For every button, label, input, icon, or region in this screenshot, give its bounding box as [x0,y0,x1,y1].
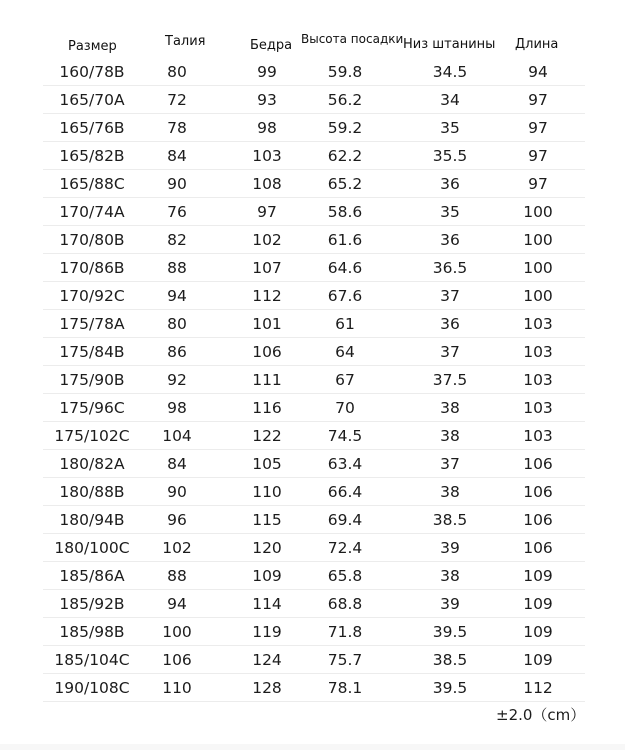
cell-hips: 115 [252,511,282,529]
cell-leg-opening: 39 [440,595,460,613]
cell-rise: 72.4 [327,539,363,557]
cell-size: 165/76B [59,119,125,137]
cell-hips: 103 [252,147,282,165]
cell-rise: 59.8 [327,63,363,81]
cell-waist: 80 [167,63,187,81]
cell-rise: 71.8 [327,623,363,641]
cell-leg-opening: 39.5 [432,623,468,641]
cell-leg-opening: 38 [440,427,460,445]
cell-size: 180/88B [59,483,125,501]
table-row [0,478,625,506]
cell-rise: 69.4 [327,511,363,529]
cell-hips: 108 [252,175,282,193]
tolerance-note: ±2.0（cm） [496,706,586,724]
cell-size: 185/92B [59,595,125,613]
cell-length: 100 [523,287,553,305]
cell-waist: 78 [167,119,187,137]
cell-size: 165/70A [59,91,125,109]
row-divider [43,701,585,702]
cell-hips: 102 [252,231,282,249]
cell-length: 112 [523,679,553,697]
cell-rise: 61 [335,315,355,333]
cell-length: 103 [523,427,553,445]
cell-size: 175/90B [59,371,125,389]
table-row [0,674,625,702]
cell-leg-opening: 38 [440,567,460,585]
cell-hips: 120 [252,539,282,557]
cell-rise: 67.6 [327,287,363,305]
cell-hips: 112 [252,287,282,305]
table-row [0,394,625,422]
cell-waist: 94 [167,595,187,613]
cell-length: 109 [523,651,553,669]
table-row [0,562,625,590]
cell-length: 106 [523,483,553,501]
cell-length: 109 [523,623,553,641]
table-row [0,58,625,86]
cell-hips: 101 [252,315,282,333]
cell-waist: 104 [162,427,192,445]
cell-waist: 96 [167,511,187,529]
cell-waist: 82 [167,231,187,249]
cell-leg-opening: 38 [440,399,460,417]
cell-hips: 124 [252,651,282,669]
cell-rise: 61.6 [327,231,363,249]
cell-waist: 106 [162,651,192,669]
table-row [0,114,625,142]
cell-size: 175/96C [59,399,125,417]
cell-leg-opening: 35 [440,203,460,221]
table-row [0,618,625,646]
cell-hips: 128 [252,679,282,697]
cell-length: 106 [523,455,553,473]
table-row [0,170,625,198]
cell-waist: 76 [167,203,187,221]
cell-length: 103 [523,315,553,333]
cell-leg-opening: 37 [440,287,460,305]
header-hips: Бедра [250,38,293,53]
cell-hips: 105 [252,455,282,473]
cell-length: 103 [523,371,553,389]
cell-hips: 116 [252,399,282,417]
cell-rise: 58.6 [327,203,363,221]
cell-size: 180/94B [59,511,125,529]
cell-leg-opening: 38.5 [432,651,468,669]
bottom-band [0,744,625,750]
cell-hips: 106 [252,343,282,361]
cell-leg-opening: 39 [440,539,460,557]
cell-hips: 111 [252,371,282,389]
cell-rise: 67 [335,371,355,389]
cell-rise: 65.8 [327,567,363,585]
cell-hips: 122 [252,427,282,445]
table-row [0,226,625,254]
table-row [0,590,625,618]
table-header [0,0,625,58]
table-row [0,646,625,674]
cell-rise: 64 [335,343,355,361]
cell-waist: 94 [167,287,187,305]
cell-rise: 56.2 [327,91,363,109]
cell-length: 97 [528,175,548,193]
cell-length: 100 [523,231,553,249]
cell-hips: 93 [257,91,277,109]
cell-rise: 68.8 [327,595,363,613]
cell-waist: 102 [162,539,192,557]
cell-hips: 99 [257,63,277,81]
cell-length: 106 [523,539,553,557]
cell-rise: 70 [335,399,355,417]
cell-leg-opening: 37 [440,455,460,473]
cell-size: 180/82A [59,455,125,473]
cell-waist: 86 [167,343,187,361]
cell-hips: 110 [252,483,282,501]
cell-waist: 110 [162,679,192,697]
cell-rise: 62.2 [327,147,363,165]
table-row [0,534,625,562]
cell-length: 109 [523,595,553,613]
cell-length: 103 [523,343,553,361]
table-row [0,450,625,478]
cell-size: 175/102C [54,427,130,445]
table-row [0,422,625,450]
cell-leg-opening: 35 [440,119,460,137]
cell-leg-opening: 35.5 [432,147,468,165]
cell-size: 165/82B [59,147,125,165]
cell-hips: 107 [252,259,282,277]
cell-hips: 97 [257,203,277,221]
cell-rise: 64.6 [327,259,363,277]
cell-size: 170/92C [59,287,125,305]
cell-waist: 72 [167,91,187,109]
cell-size: 185/104C [54,651,130,669]
cell-size: 185/86A [59,567,125,585]
cell-hips: 119 [252,623,282,641]
cell-size: 180/100C [54,539,130,557]
cell-leg-opening: 39.5 [432,679,468,697]
cell-leg-opening: 36 [440,231,460,249]
cell-leg-opening: 38 [440,483,460,501]
table-row [0,366,625,394]
cell-hips: 109 [252,567,282,585]
cell-length: 106 [523,511,553,529]
cell-size: 175/84B [59,343,125,361]
cell-leg-opening: 38.5 [432,511,468,529]
cell-size: 170/86B [59,259,125,277]
cell-length: 100 [523,203,553,221]
table-row [0,142,625,170]
cell-leg-opening: 36 [440,315,460,333]
cell-size: 170/80B [59,231,125,249]
cell-length: 109 [523,567,553,585]
header-waist: Талия [165,34,206,49]
cell-length: 97 [528,91,548,109]
cell-leg-opening: 34.5 [432,63,468,81]
cell-length: 100 [523,259,553,277]
table-row [0,254,625,282]
cell-hips: 98 [257,119,277,137]
cell-leg-opening: 34 [440,91,460,109]
cell-rise: 75.7 [327,651,363,669]
cell-waist: 84 [167,147,187,165]
header-size: Размер [68,39,117,54]
cell-length: 94 [528,63,548,81]
cell-waist: 98 [167,399,187,417]
table-row [0,310,625,338]
cell-size: 160/78B [59,63,125,81]
cell-leg-opening: 36 [440,175,460,193]
cell-rise: 59.2 [327,119,363,137]
cell-waist: 88 [167,259,187,277]
cell-rise: 65.2 [327,175,363,193]
table-row [0,506,625,534]
header-leg-opening: Низ штанины [403,37,496,52]
cell-length: 103 [523,399,553,417]
cell-length: 97 [528,147,548,165]
cell-leg-opening: 37.5 [432,371,468,389]
cell-waist: 100 [162,623,192,641]
table-row [0,282,625,310]
table-body [0,58,625,702]
cell-waist: 80 [167,315,187,333]
cell-waist: 84 [167,455,187,473]
cell-leg-opening: 37 [440,343,460,361]
table-row [0,86,625,114]
cell-waist: 92 [167,371,187,389]
table-row [0,338,625,366]
cell-size: 190/108C [54,679,130,697]
cell-waist: 90 [167,175,187,193]
cell-rise: 78.1 [327,679,363,697]
cell-rise: 74.5 [327,427,363,445]
cell-length: 97 [528,119,548,137]
header-rise: Высота посадки [301,32,404,46]
cell-rise: 66.4 [327,483,363,501]
cell-size: 170/74A [59,203,125,221]
cell-size: 175/78A [59,315,125,333]
header-length: Длина [515,37,559,52]
cell-size: 185/98B [59,623,125,641]
cell-waist: 88 [167,567,187,585]
cell-size: 165/88C [59,175,125,193]
table-row [0,198,625,226]
cell-leg-opening: 36.5 [432,259,468,277]
cell-hips: 114 [252,595,282,613]
cell-rise: 63.4 [327,455,363,473]
cell-waist: 90 [167,483,187,501]
